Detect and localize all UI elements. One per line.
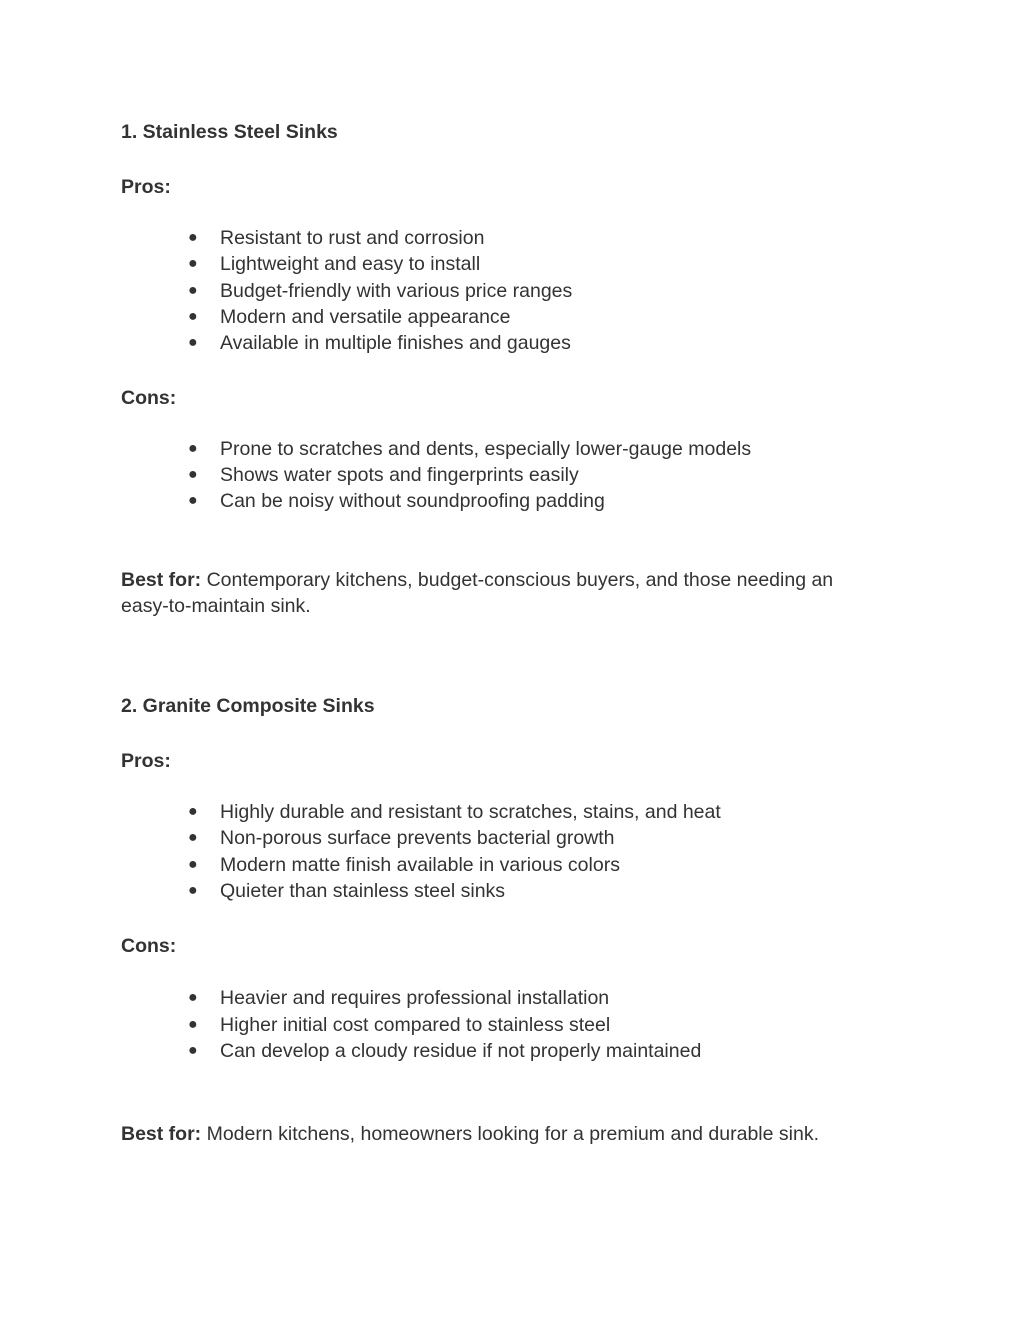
bullet-icon: ● [188, 229, 198, 246]
bullet-icon: ● [188, 440, 198, 457]
pros-label: Pros: [121, 750, 171, 772]
bullet-icon: ● [188, 282, 198, 299]
cons-label: Cons: [121, 935, 177, 957]
section-heading-granite: 2. Granite Composite Sinks [121, 695, 375, 717]
bullet-icon: ● [188, 882, 198, 899]
bullet-icon: ● [188, 308, 198, 325]
best-for-paragraph [121, 567, 881, 619]
bullet-icon: ● [188, 1016, 198, 1033]
best-for-label: Best for: [121, 569, 202, 591]
bullet-icon: ● [188, 466, 198, 483]
section-heading-stainless: 1. Stainless Steel Sinks [121, 121, 338, 143]
best-for-label: Best for: [121, 1123, 202, 1145]
bullet-icon: ● [188, 1042, 198, 1059]
cons-label: Cons: [121, 387, 177, 409]
bullet-icon: ● [188, 492, 198, 509]
best-for-text: Modern kitchens, homeowners looking for a premium and durable sink. [206, 1123, 819, 1145]
best-for-paragraph [121, 1121, 881, 1147]
bullet-icon: ● [188, 803, 198, 820]
bullet-icon: ● [188, 989, 198, 1006]
bullet-icon: ● [188, 334, 198, 351]
pros-label: Pros: [121, 176, 171, 198]
best-for-text: Contemporary kitchens, budget-conscious buyers, and those needing an easy-to-maintain sink. [121, 569, 834, 617]
bullet-icon: ● [188, 829, 198, 846]
bullet-icon: ● [188, 255, 198, 272]
document-page: 1. Stainless Steel Sinks Pros: ● Resistant to rust and corrosion ● Lightweight and easy to install ● Budget-friendly with various price ranges ● Modern and versatile appearance ● Available in multiple finishes and gauges Cons: ● Prone to scratches and dents, especially lower-gauge models ● Shows water spots and fingerprints easily ● Can be noisy without soundproofing padding Best for: Contemporary kitchens, budget-conscious buyers, and those needing an easy-to-maintain sink. 2. Granite Composite Sinks Pros: ● Highly durable and resistant to scratches, stains, and heat ● Non-porous surface prevents bacterial growth ● Modern matte finish available in various colors ● Quieter than stainless steel sinks Cons: ● Heavier and requires professional installation ● Higher initial cost compared to stainless steel ● Can develop a cloudy residue if not properly maintained Best for: Modern kitchens, homeowners looking for a premium and durable sink. [0, 0, 1024, 1325]
bullet-icon: ● [188, 856, 198, 873]
